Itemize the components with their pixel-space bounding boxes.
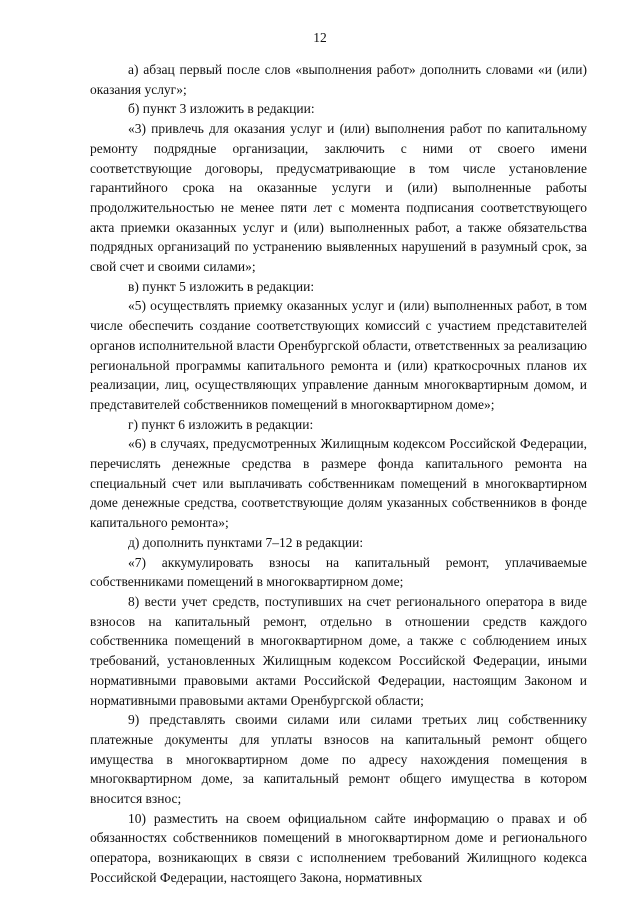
paragraph-item-6: «6) в случаях, предусмотренных Жилищным кодексом Российской Федерации, перечислять денежные средства в размере фонда капитального ремонта на специальный счет или выплачивать собственникам помещений в многоквартирном доме денежные средства, соответствующие долям указанных собственников в фонде капитального ремонта»; (90, 436, 587, 531)
paragraph-item-9: 9) представлять своими силами или силами третьих лиц собственнику платежные документы для уплаты взносов на капитальный ремонт общего имущества в многоквартирном доме по адресу нахождения помещения в многоквартирном доме, за капитальный ремонт общего имущества в котором вносится взнос; (90, 712, 587, 807)
paragraph-item-5: «5) осуществлять приемку оказанных услуг и (или) выполненных работ, в том числе обеспечить создание соответствующих комиссий с участием представителей органов исполнительной власти Оренбургской области, ответственных за реализацию региональной программы капитального ремонта и (или) краткосрочных планов их реализации, лиц, осуществляющих управление данным многоквартирным домом, и представителей собственников помещений в многоквартирном доме»; (90, 298, 587, 412)
paragraph-amendment-v: в) пункт 5 изложить в редакции: (128, 278, 315, 294)
paragraph-item-7: «7) аккумулировать взносы на капитальный ремонт, уплачиваемые собственниками помещений в многоквартирном доме; (90, 554, 587, 590)
paragraph-item-3: «3) привлечь для оказания услуг и (или) выполнения работ по капитальному ремонту подрядные организации, заключить с ними от своего имени соответствующие договоры, предусматривающие в том числе установление гарантийного срока на оказанные услуги и (или) выполненные работы продолжительностью не менее пяти лет с момента подписания соответствующего акта приемки оказанных услуг и (или) выполненных работ, а также обязательства подрядных организаций по устранению выявленных нарушений в разумный срок, за свой счет и своими силами»; (90, 121, 587, 275)
paragraph-item-8: 8) вести учет средств, поступивших на счет регионального оператора в виде взносов на капитальный ремонт, отдельно в отношении средств каждого собственника помещений в многоквартирном доме, а также с соблюдением иных требований, установленных Жилищным кодексом Российской Федерации, иными нормативными правовыми актами Российской Федерации, настоящим Законом и нормативными правовыми актами Оренбургской области; (90, 593, 587, 708)
page-number: 12 (313, 30, 327, 45)
paragraph-amendment-d: д) дополнить пунктами 7–12 в редакции: (128, 534, 364, 550)
document-body (90, 60, 587, 888)
paragraph-amendment-a: а) абзац первый после слов «выполнения работ» дополнить словами «и (или) оказания услуг»; (90, 62, 587, 97)
paragraph-amendment-b: б) пункт 3 изложить в редакции: (128, 101, 315, 117)
paragraph-amendment-g: г) пункт 6 изложить в редакции: (128, 416, 314, 432)
paragraph-item-10: 10) разместить на своем официальном сайте информацию о правах и об обязанностях собственников помещений в многоквартирном доме и регионального оператора, возникающих в связи с исполнением требований Жилищного кодекса Российской Федерации, настоящего Закона, нормативных (90, 810, 587, 885)
